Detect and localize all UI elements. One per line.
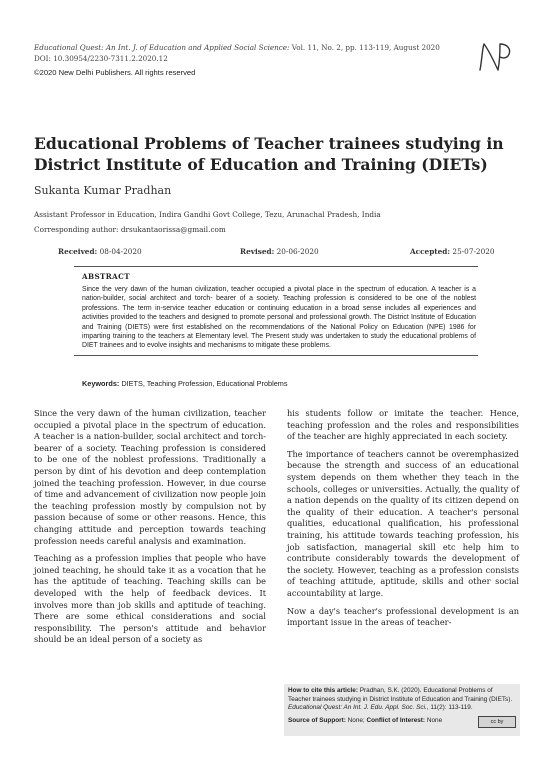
citation-box [284, 684, 520, 736]
author-affiliation: Assistant Professor in Education, Indira Gandhi Govt College, Tezu, Arunachal Pradesh, India [34, 210, 381, 219]
abstract-heading: ABSTRACT [82, 272, 131, 281]
journal-citation-line [34, 42, 454, 53]
article-title: Educational Problems of Teacher trainees studying in District Institute of Education and Training (DIETs) [34, 134, 504, 174]
creative-commons-license-icon[interactable]: cc by [478, 716, 516, 728]
body-column-right [287, 408, 519, 635]
journal-volume: Vol. 11, No. 2, pp. 113-119, August 2020 [289, 43, 440, 52]
keywords-label: Keywords: [82, 379, 120, 388]
body-paragraph: Now a day's teacher's professional development is an important issue in the areas of teacher- [287, 605, 519, 628]
author-name: Sukanta Kumar Pradhan [34, 184, 172, 197]
body-paragraph: his students follow or imitate the teacher. Hence, teaching profession and the roles and responsibilities of the teacher are highly appreciated in each society. [287, 408, 519, 442]
journal-header [34, 42, 454, 79]
body-column-left [34, 408, 266, 652]
journal-name: Educational Quest: An Int. J. of Education and Applied Social Science: [34, 43, 290, 52]
how-to-cite: How to cite this article: Pradhan, S.K. (2020). Educational Problems of Teacher trainees studying in District Institute of Education and Training (DIETs). Educational Quest: An Int. J. Edu. Appl. Soc. Sci., 11(2): 113-119. [288, 687, 513, 712]
keywords [82, 379, 288, 388]
abstract-text: Since the very dawn of the human civilization, teacher occupied a pivotal place in the spectrum of education. A teacher is a nation-builder, social architect and torch- bearer of a society. Teaching profession is considered to be one of the noblest professions. The term in-service teacher education or continuing education in a broad sense includes all experiences and activities provided to the teachers and designed to promote personal and professional growth. The District Institute of Education and Training (DIETS) were first established on the recommendations of the National Policy on Education (NPE) 1986 for imparting training to the teachers at Elementary level. The Present study was undertaken to study the educational problems of DIET trainees and to evolve insights and mechanisms to mitigate these problems. [82, 286, 476, 350]
body-paragraph: Teaching as a profession implies that people who have joined teaching, he should take it as a vocation that he has the aptitude of teaching. Teaching skills can be developed with the help of feedback devices. It involves more than job skills and aptitude of teaching. There are some ethical considerations and social responsibility. The person's attitude and behavior should be an ideal person of a society as [34, 553, 266, 645]
abstract-box [74, 266, 478, 356]
support-conflict-line: Source of Support: None; Conflict of Interest: None cc by [288, 717, 516, 726]
body-paragraph: The importance of teachers cannot be overemphasized because the strength and success of an educational system depends on them whether they teach in the schools, colleges or universities. Actually, the quality of a nation depends on the quality of its citizen depend on the quality of their education. A teacher's personal qualities, educational qualification, his professional training, his attitude towards teaching profession, his job satisfaction, managerial skill etc help him to contribute considerably towards the development of the society. However, teaching as a profession consists of teaching attitude, aptitude, skills and other social accountability at large. [287, 448, 519, 598]
accepted-date: Accepted: 25-07-2020 [410, 247, 495, 256]
received-date: Received: 08-04-2020 [58, 247, 142, 256]
publisher-logo-icon [476, 40, 516, 74]
corresponding-author[interactable]: Corresponding author: drsukantaorissa@gmail.com [34, 225, 226, 234]
doi[interactable]: DOI: 10.30954/2230-7311.2.2020.12 [34, 54, 168, 63]
copyright-notice: ©2020 New Delhi Publishers. All rights reserved [34, 68, 196, 77]
keywords-value: DIETS, Teaching Profession, Educational Problems [119, 379, 288, 388]
revised-date: Revised: 20-06-2020 [240, 247, 319, 256]
body-paragraph: Since the very dawn of the human civilization, teacher occupied a pivotal place in the spectrum of education. A teacher is a nation-builder, social architect and torch- bearer of a society. Teaching profession is considered to be one of the noblest professions. Traditionally a person by dint of his devotion and deep contemplation joined the teaching profession. However, in due course of time and advancement of civilization now people join the teaching profession mostly by compulsion not by passion because of some or other reasons. Hence, this changing attitude and perception towards teaching profession needs careful analysis and examination. [34, 408, 266, 546]
